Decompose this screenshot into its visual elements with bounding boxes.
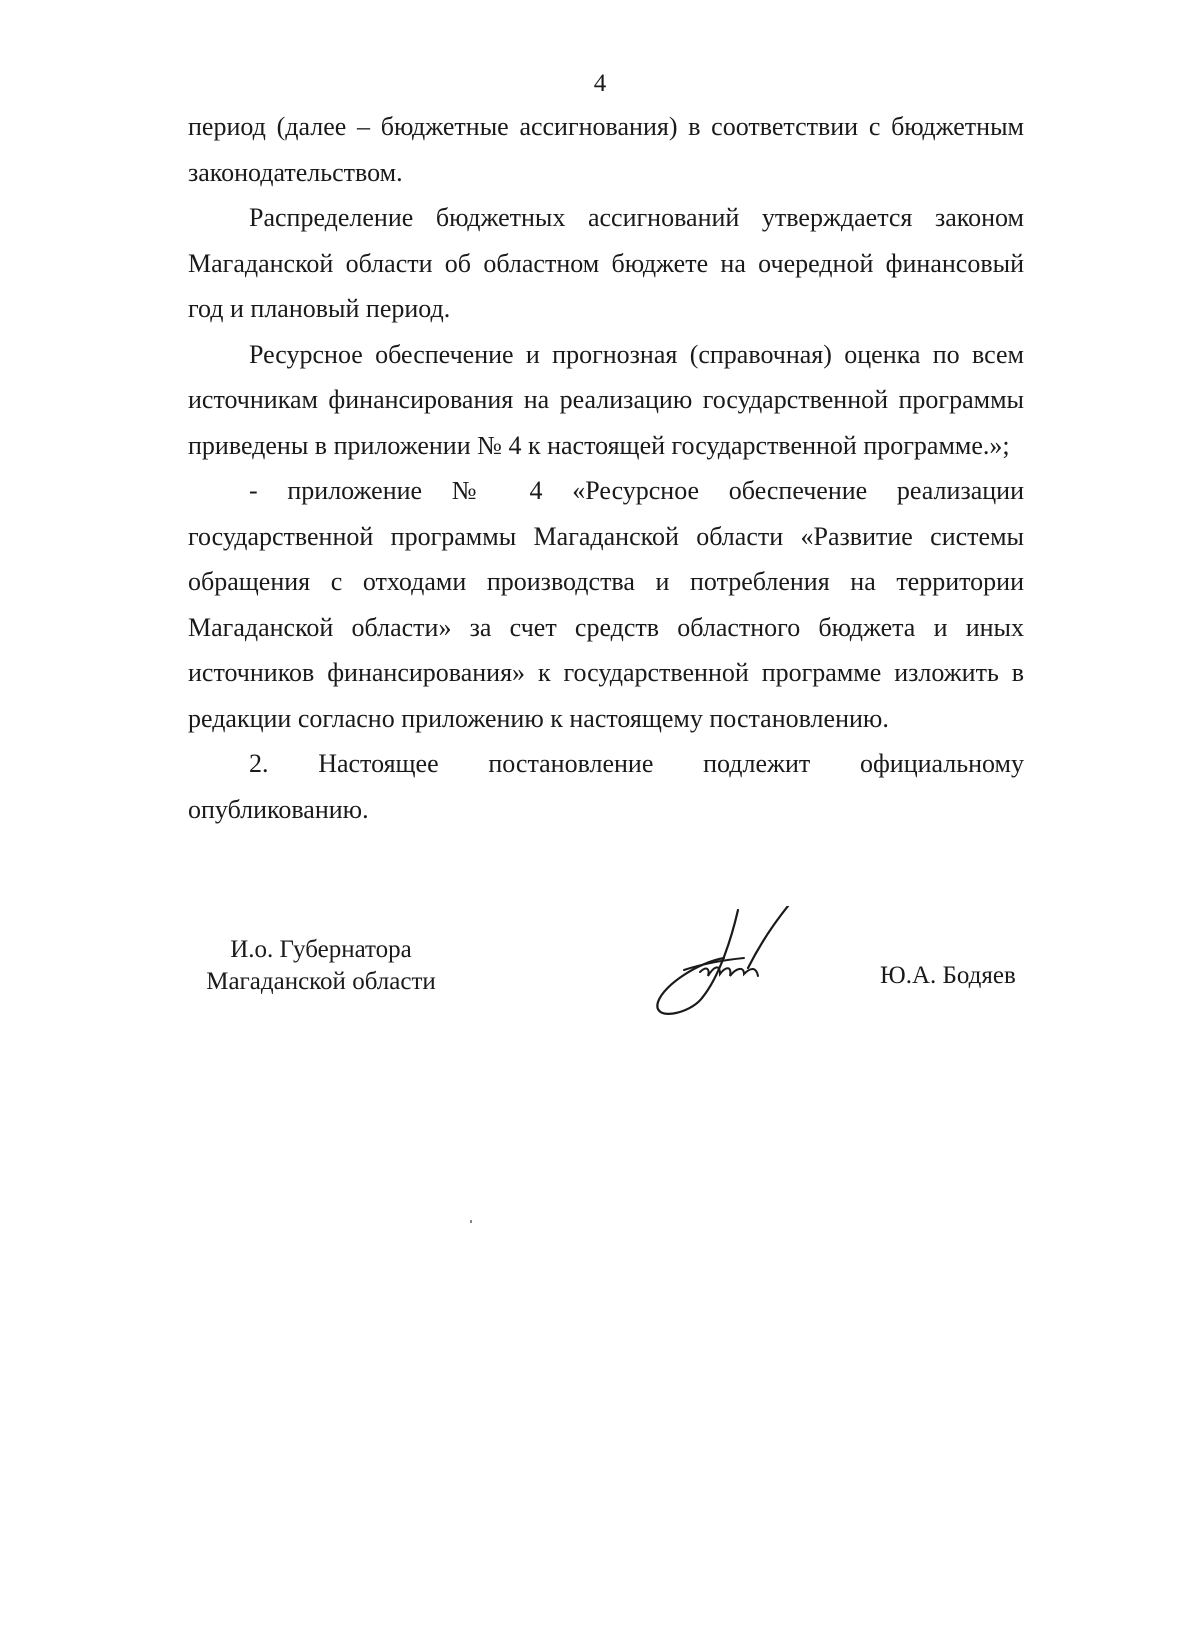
signatory-title-line1: И.о. Губернатора xyxy=(230,936,412,963)
document-body xyxy=(188,104,1024,832)
paragraph-appendix-4: - приложение № 4 «Ресурсное обеспечение реализации государственной программы Магаданской области «Развитие системы обращения с отходами производства и потребления на территории Магаданской области» за счет средств областного бюджета и иных источников финансирования» к государственной программе изложить в редакции согласно приложению к настоящему постановлению. xyxy=(188,476,1024,733)
paragraph-distribution: Распределение бюджетных ассигнований утверждается законом Магаданской области об областном бюджете на очередной финансовый год и плановый период. xyxy=(188,203,1024,323)
paragraph-publication: 2. Настоящее постановление подлежит официальному опубликованию. xyxy=(188,749,1024,824)
paragraph-resource-support: Ресурсное обеспечение и прогнозная (справочная) оценка по всем источникам финансирования на реализацию государственной программы приведены в приложении № 4 к настоящей государственной программе.»; xyxy=(188,339,1024,460)
handwritten-signature xyxy=(640,906,810,1026)
signatory-name: Ю.А. Бодяев xyxy=(880,962,1016,989)
page-number: 4 xyxy=(593,70,607,97)
signature-block xyxy=(0,920,1200,1040)
signatory-title xyxy=(196,934,446,998)
paragraph-budget-allocations: период (далее – бюджетные ассигнования) в соответствии с бюджетным законодательством. xyxy=(188,112,1024,187)
scan-speck xyxy=(470,1220,472,1223)
signatory-title-line2: Магаданской области xyxy=(206,968,436,995)
